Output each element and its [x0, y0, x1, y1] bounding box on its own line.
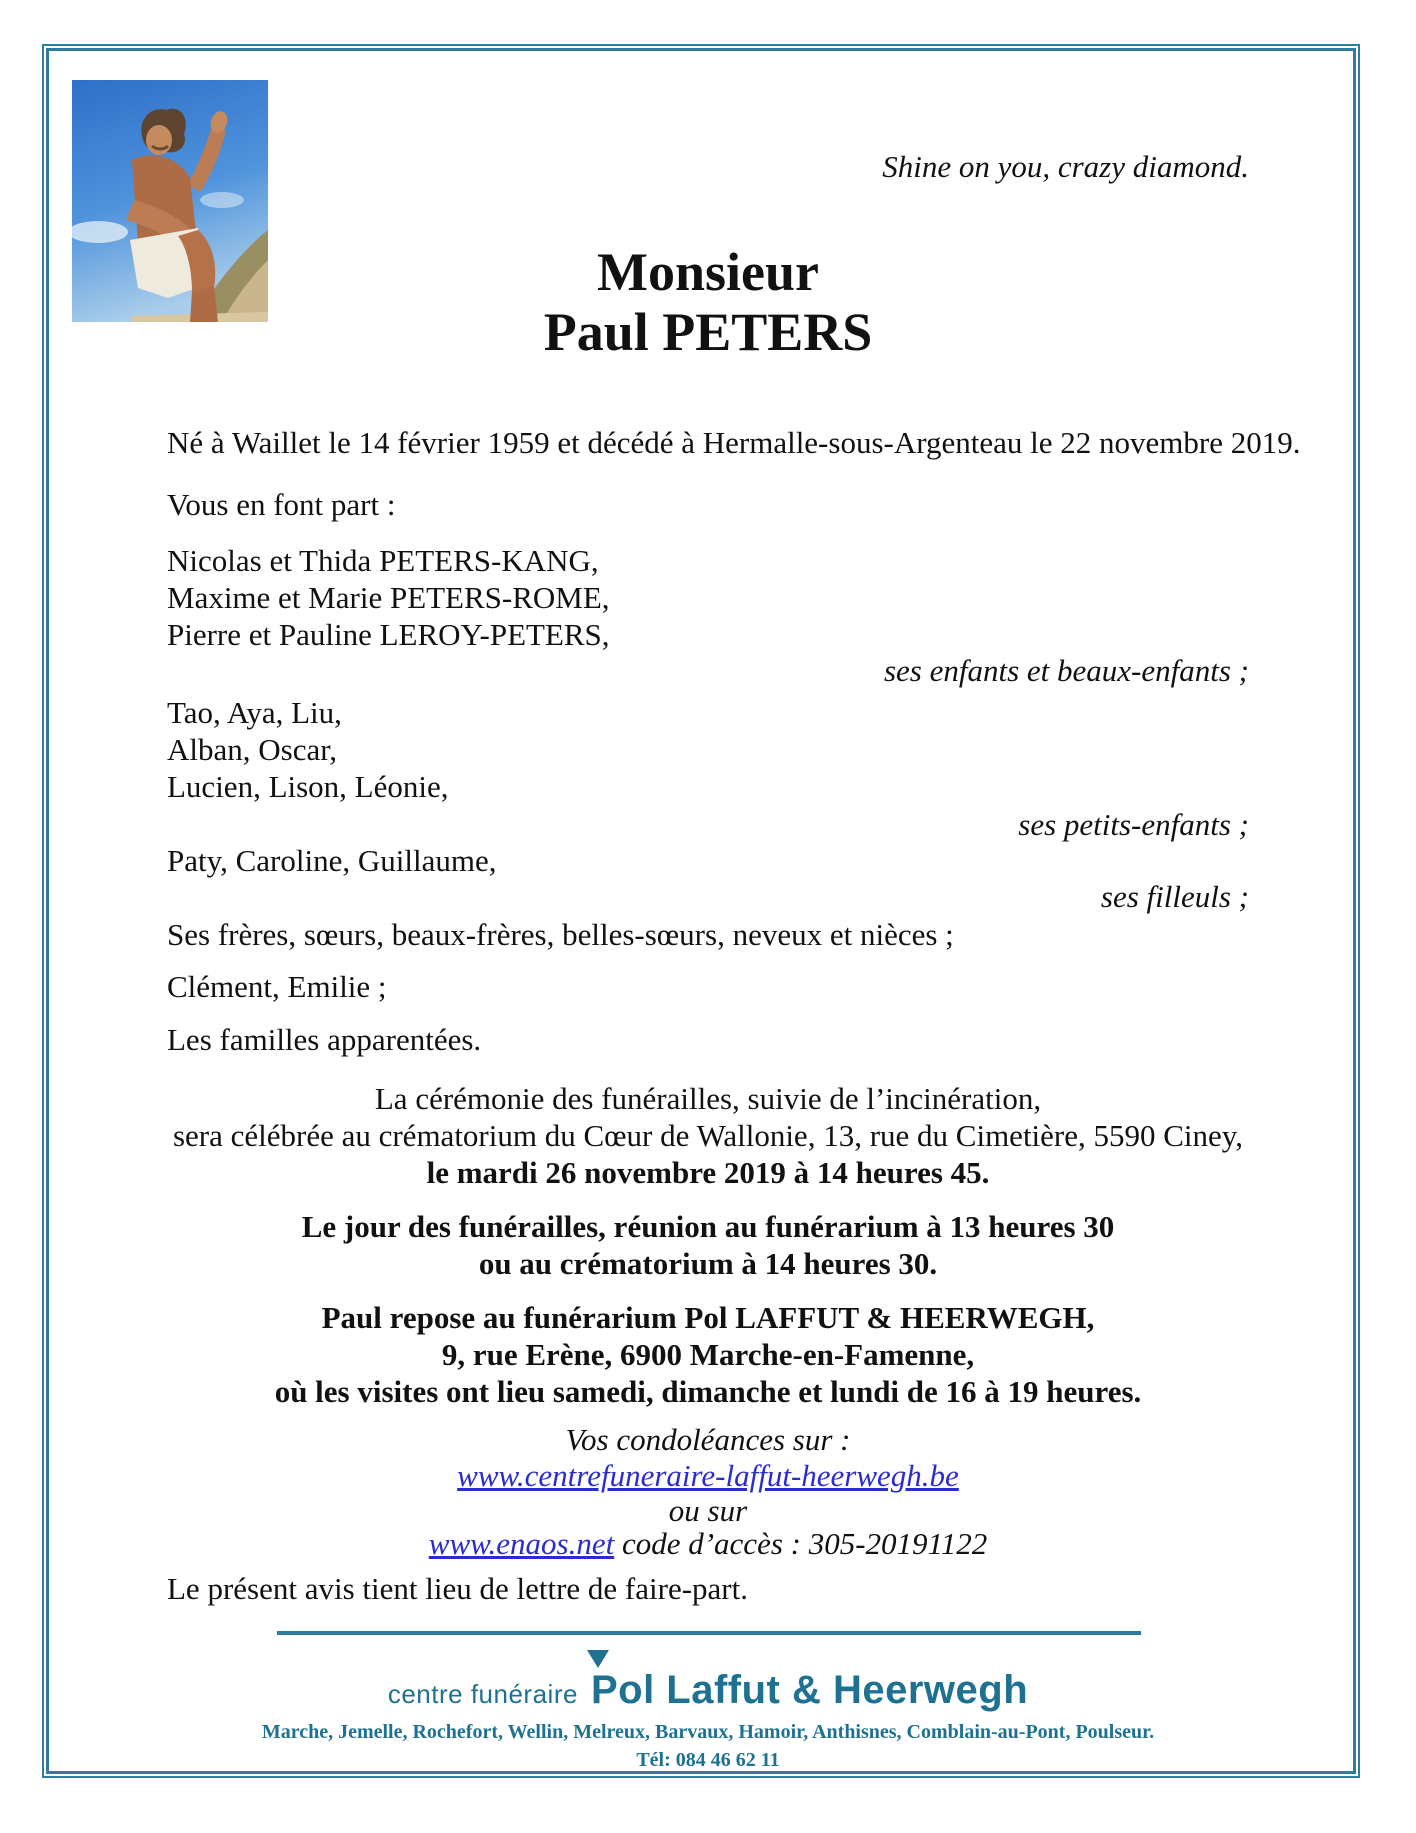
ceremony-line-1: La cérémonie des funérailles, suivie de l’incinération,	[374, 1081, 1042, 1116]
godchildren-line: Paty, Caroline, Guillaume,	[167, 843, 497, 878]
footer-phone: Tél: 084 46 62 11	[636, 1749, 780, 1771]
intro-line: Vous en font part :	[167, 487, 396, 522]
family-line: Lucien, Lison, Léonie,	[167, 769, 449, 804]
footer-locations: Marche, Jemelle, Rochefort, Wellin, Melreux, Barvaux, Hamoir, Anthisnes, Comblain-au-Pont, Poulseur.	[261, 1721, 1155, 1743]
access-code-text: code d’accès : 305-20191122	[614, 1526, 988, 1561]
meeting-line-2: ou au crématorium à 14 heures 30.	[478, 1246, 938, 1281]
condolences-link1-line	[167, 1457, 1249, 1494]
repose-line-1: Paul repose au funérarium Pol LAFFUT & HEERWEGH,	[321, 1300, 1095, 1335]
title-civility: Monsieur	[597, 242, 819, 302]
condolences-link2-line	[167, 1525, 1249, 1562]
repose-line-2: 9, rue Erène, 6900 Marche-en-Famenne,	[441, 1337, 975, 1372]
grandchildren-list	[167, 694, 1249, 805]
family-line: Pierre et Pauline LEROY-PETERS,	[167, 617, 610, 652]
footer-divider	[277, 1631, 1141, 1635]
funeral-home-logo	[167, 1668, 1249, 1713]
title-name: Paul PETERS	[543, 302, 873, 362]
godchildren-label: ses filleuls ;	[1100, 879, 1249, 914]
family-line: Alban, Oscar,	[167, 732, 338, 767]
family-line: Tao, Aya, Liu,	[167, 695, 342, 730]
brand-name	[591, 1668, 1028, 1713]
ceremony-date-line: le mardi 26 novembre 2019 à 14 heures 45.	[426, 1155, 990, 1190]
family-line: Maxime et Marie PETERS-ROME,	[167, 580, 610, 615]
triangle-down-icon	[587, 1650, 609, 1668]
others-line: Clément, Emilie ;	[167, 969, 387, 1004]
family-line: Nicolas et Thida PETERS-KANG,	[167, 543, 599, 578]
enaos-link[interactable]: www.enaos.net	[428, 1526, 615, 1561]
funeral-home-website-link[interactable]: www.centrefuneraire-laffut-heerwegh.be	[457, 1458, 959, 1493]
grandchildren-label: ses petits-enfants ;	[1018, 807, 1249, 842]
brand-prefix: centre funéraire	[387, 1679, 578, 1709]
brand-name-text: Pol Laffut & Heerwegh	[590, 1668, 1029, 1712]
birth-death-line: Né à Waillet le 14 février 1959 et décédé à Hermalle-sous-Argenteau le 22 novembre 2019.	[167, 425, 1301, 460]
repose-line-3: où les visites ont lieu samedi, dimanche et lundi de 16 à 19 heures.	[274, 1374, 1142, 1409]
condolences-or: ou sur	[668, 1493, 748, 1528]
families-line: Les familles apparentées.	[167, 1022, 482, 1057]
condolences-intro: Vos condoléances sur :	[565, 1422, 851, 1457]
children-label: ses enfants et beaux-enfants ;	[883, 653, 1249, 688]
siblings-line: Ses frères, sœurs, beaux-frères, belles-sœurs, neveux et nièces ;	[167, 917, 954, 952]
meeting-line-1: Le jour des funérailles, réunion au funérarium à 13 heures 30	[301, 1209, 1115, 1244]
page-title	[167, 242, 1249, 362]
quote: Shine on you, crazy diamond.	[882, 149, 1249, 184]
notice-line: Le présent avis tient lieu de lettre de faire-part.	[167, 1571, 748, 1606]
children-list	[167, 542, 1249, 653]
ceremony-line-2: sera célébrée au crématorium du Cœur de Wallonie, 13, rue du Cimetière, 5590 Ciney,	[172, 1118, 1244, 1153]
